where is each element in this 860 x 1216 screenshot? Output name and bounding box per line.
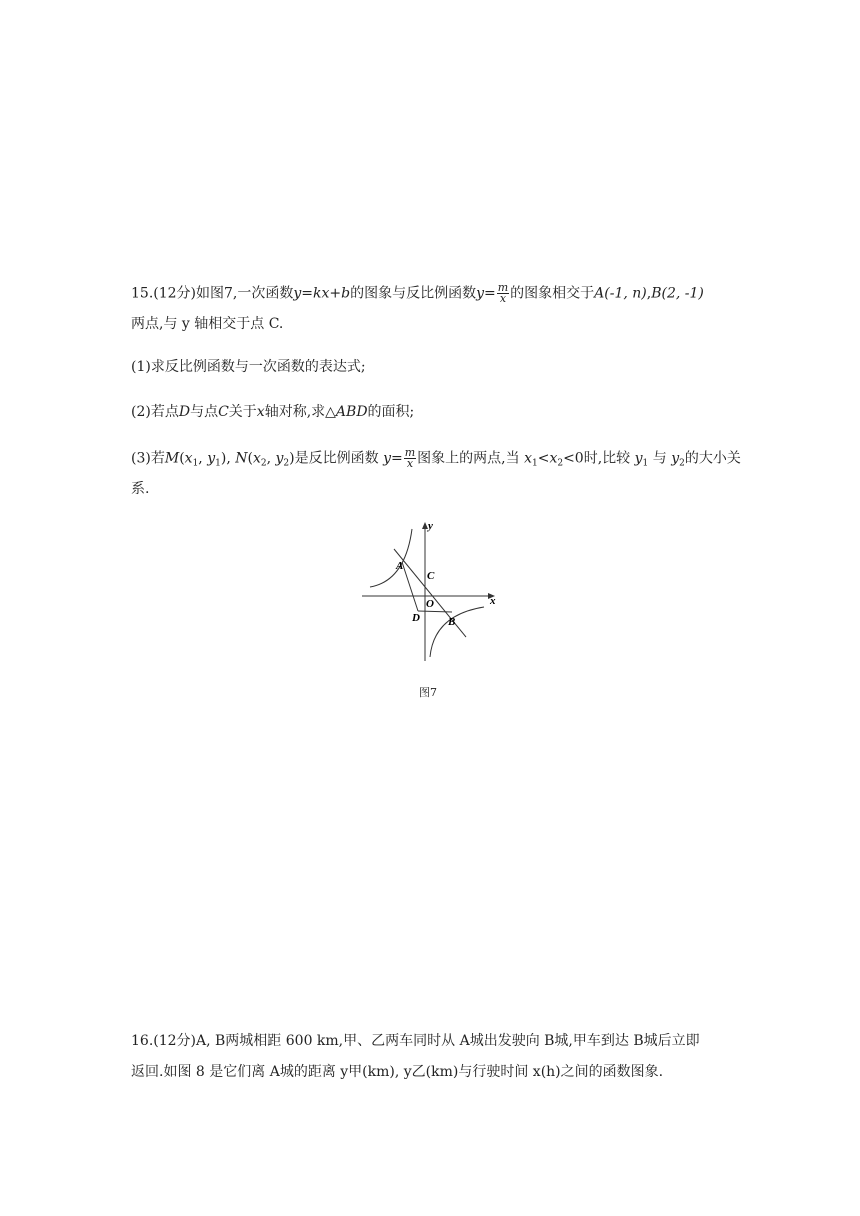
hyperbola-branch-lower-right <box>430 607 484 657</box>
q15-score: (12分) <box>153 285 197 302</box>
q15-line2: 两点,与 y 轴相交于点 C. <box>131 316 284 332</box>
q15-text: 的图象相交于 <box>510 285 595 302</box>
segment-db <box>418 611 452 612</box>
hyperbola-branch-upper-left <box>370 529 412 587</box>
figure-7-caption: 图7 <box>419 686 437 699</box>
point-a: A(-1, n) <box>594 285 647 302</box>
q15-part2: (2)若点D与点C关于x轴对称,求△ABD的面积; <box>131 404 415 420</box>
label-o: O <box>426 598 434 610</box>
q16-line1: 16.(12分)A, B两城相距 600 km,甲、乙两车同时从 A城出发驶向 B城,甲车到达 B城后立即 <box>131 1033 700 1049</box>
linear-function-expression: y=kx+b <box>293 285 351 302</box>
q15-text: 的图象与反比例函数 <box>350 285 477 302</box>
fraction-m-over-x: $\frac{m}{x}$ <box>497 281 509 305</box>
label-y: y <box>428 520 433 532</box>
inverse-function-lhs: y= <box>476 285 496 302</box>
q15-line1: 15.(12分)如图7,一次函数y=kx+b的图象与反比例函数y= $\frac{m}{x}$ 的图象相交于A(-1, n),B(2, -1) <box>131 281 704 305</box>
q15-part3-line2: 系. <box>131 481 150 497</box>
label-a: A <box>396 560 404 572</box>
label-b: B <box>448 616 456 628</box>
fraction-m-over-x: $\frac{m}{x}$ <box>404 446 416 470</box>
q15-text: 如图7,一次函数 <box>196 285 294 302</box>
q16-line2: 返回.如图 8 是它们离 A城的距离 y甲(km), y乙(km)与行驶时间 x(h)之间的函数图象. <box>131 1064 664 1080</box>
q15-part1: (1)求反比例函数与一次函数的表达式; <box>131 359 366 375</box>
label-d: D <box>412 612 420 624</box>
figure-7-graph <box>360 517 502 663</box>
point-b: B(2, -1) <box>651 285 704 302</box>
q15-number: 15. <box>131 285 154 302</box>
segment-ad <box>402 562 418 611</box>
label-c: C <box>427 570 435 582</box>
label-x: x <box>490 595 496 607</box>
q15-part3: (3)若$M(x_1$, $y_1$), $N(x_2$, $y_2$)是反比例函数 y= $\frac{m}{x}$ 图象上的两点,当 $x_1<x_2<0$时,比较 $y_1$ 与 $y_2$的大小关 <box>131 446 741 470</box>
